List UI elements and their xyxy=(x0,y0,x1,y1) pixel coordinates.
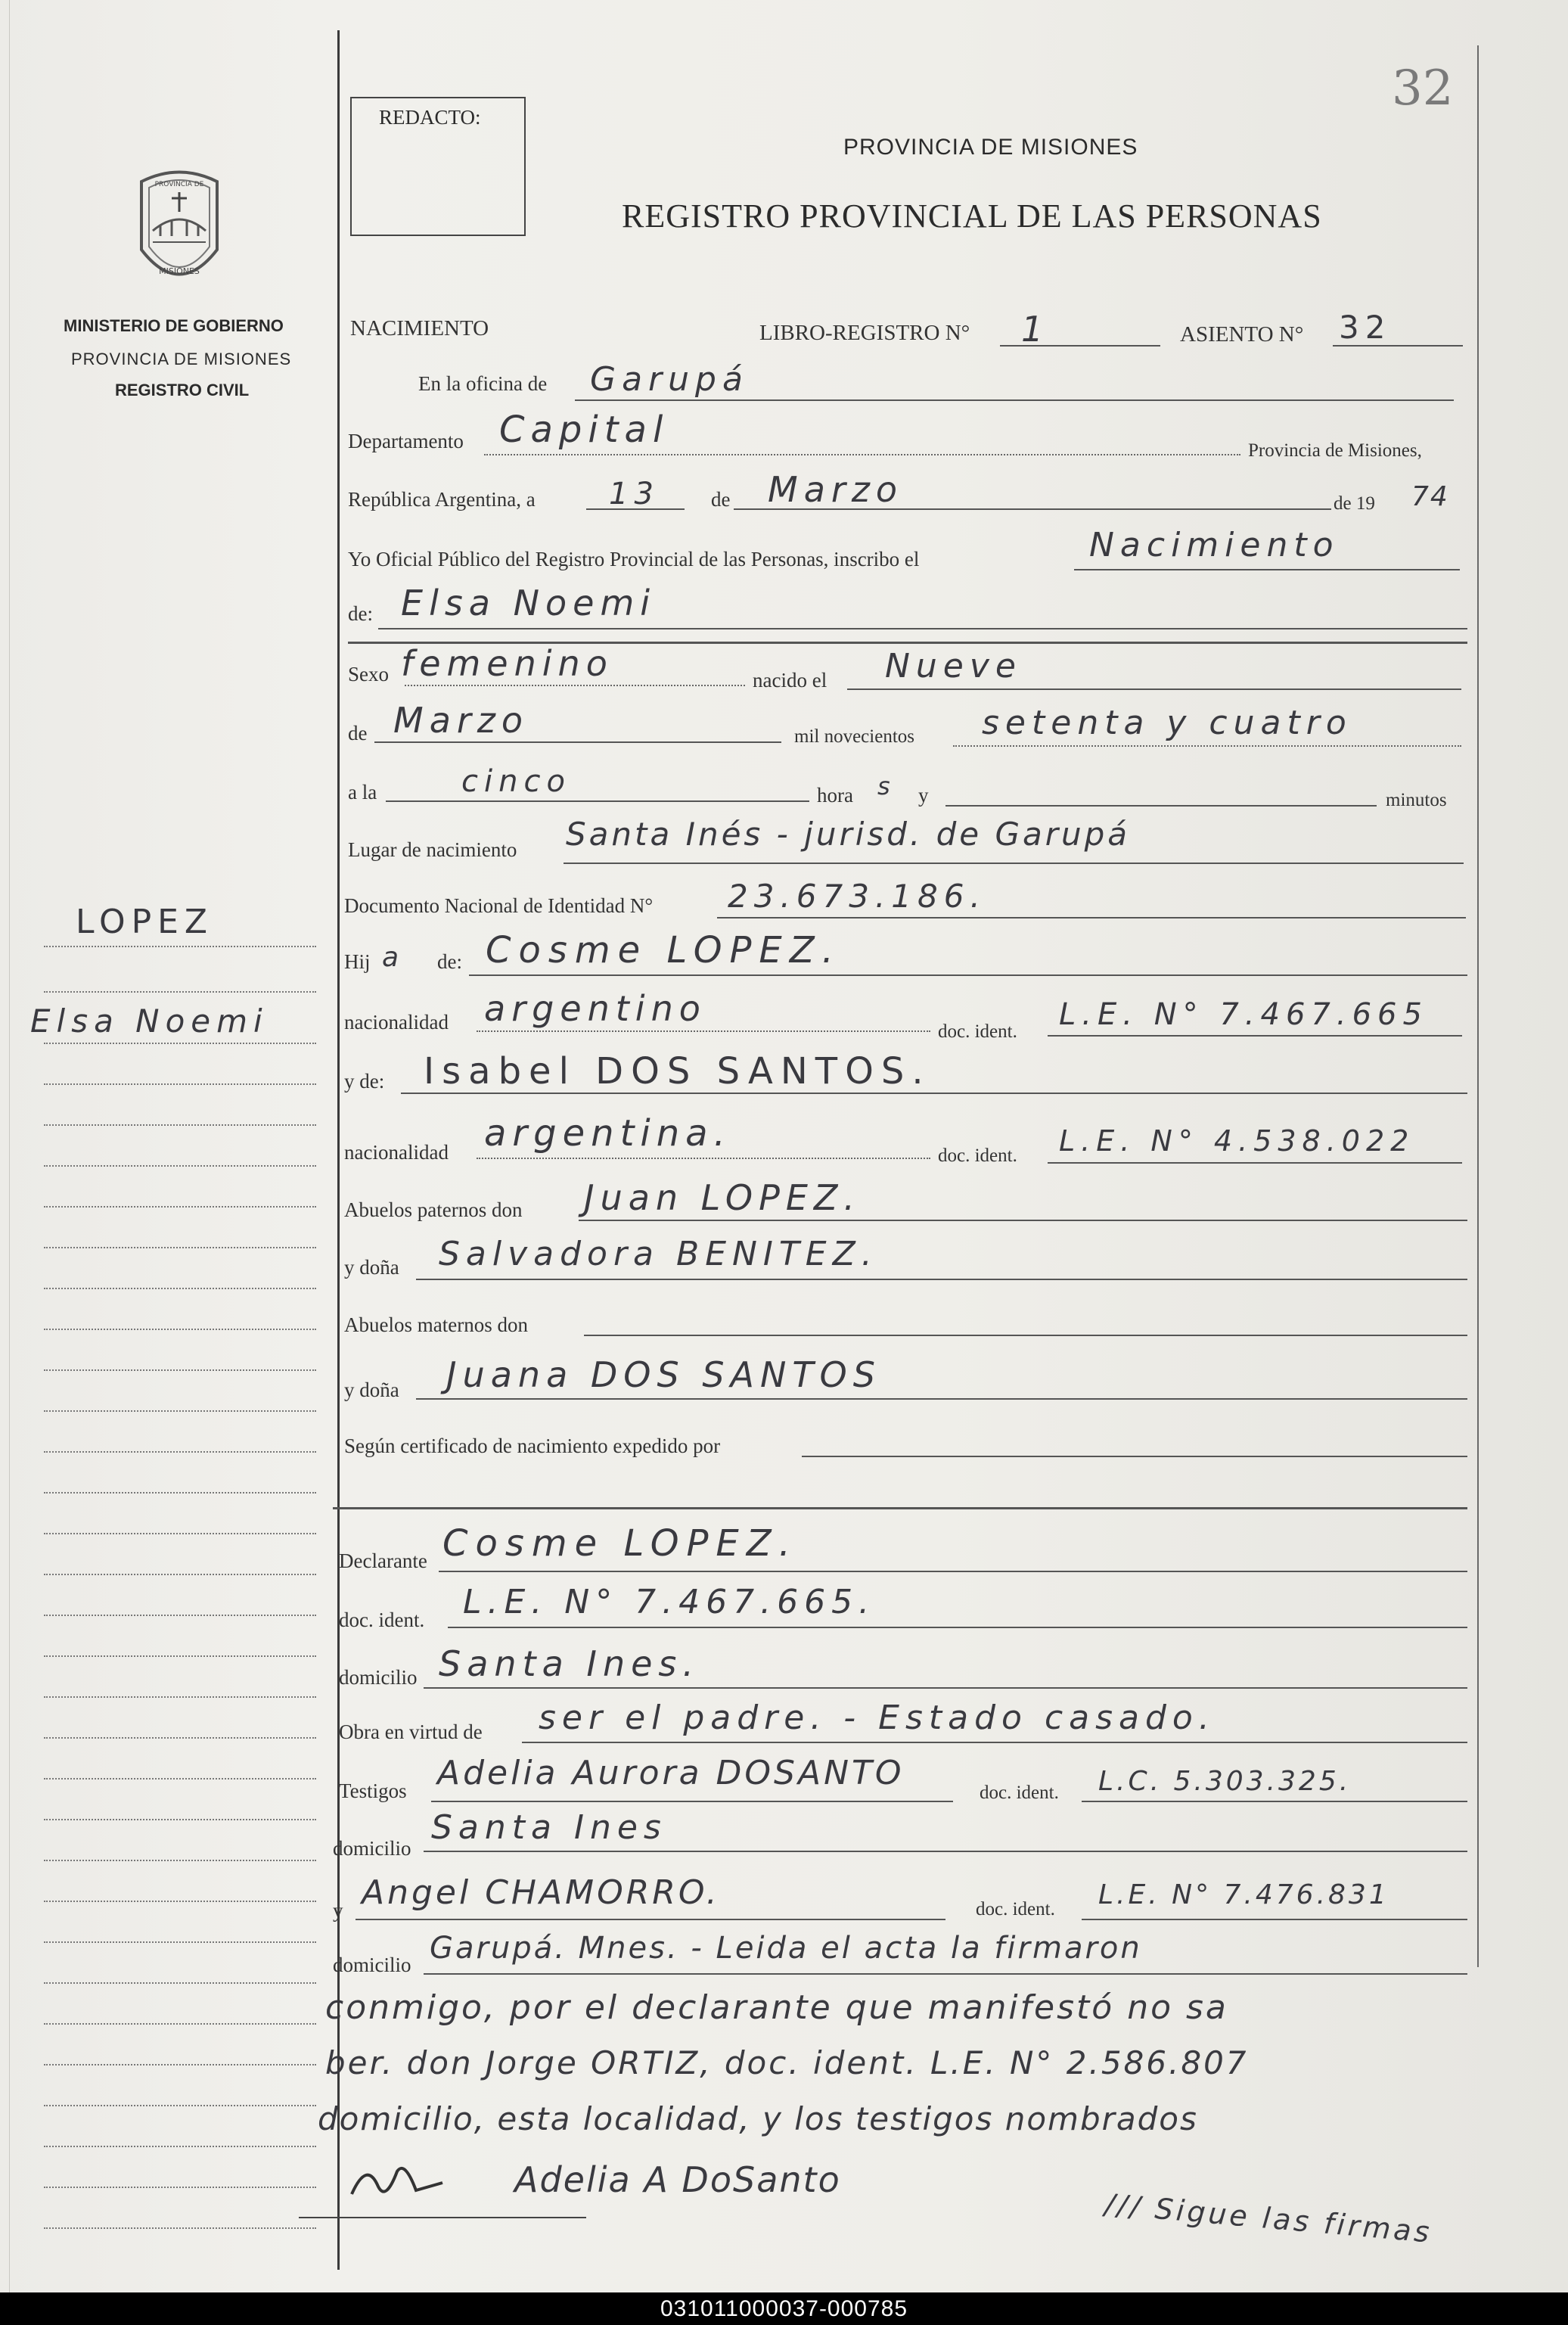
ala-label: a la xyxy=(348,781,377,803)
y2-label: y xyxy=(333,1899,343,1922)
hij-label-a: Hij xyxy=(344,950,371,973)
abuelos-mat-label: Abuelos maternos don xyxy=(344,1313,528,1336)
domicilio2-value: Santa Ines xyxy=(431,1808,667,1847)
declarante-label: Declarante xyxy=(339,1549,427,1572)
archive-id-footer: 031011000037-000785 xyxy=(0,2292,1568,2325)
oficial-label: Yo Oficial Público del Registro Provincial de las Personas, inscribo el xyxy=(348,548,920,570)
margin-rule xyxy=(337,30,340,2270)
ydona1-label: y doña xyxy=(344,1256,399,1279)
redacto-label: REDACTO: xyxy=(379,106,481,129)
ministry-line3: REGISTRO CIVIL xyxy=(115,381,250,399)
abuelos-pat-label: Abuelos paternos don xyxy=(344,1198,523,1221)
de-label: de xyxy=(711,488,731,511)
sidebar-surname: LOPEZ xyxy=(76,903,214,941)
doc1-label: doc. ident. xyxy=(938,1021,1017,1042)
handwritten-line-2: ber. don Jorge ORTIZ, doc. ident. L.E. N° 2.586.807 xyxy=(325,2044,1249,2081)
nacido-label: nacido el xyxy=(753,669,827,692)
docdecl-label: doc. ident. xyxy=(339,1609,425,1631)
abuelos-pat-value: Juan LOPEZ. xyxy=(584,1177,862,1218)
sidebar-given-names: Elsa Noemi xyxy=(30,1002,269,1040)
oficina-label: En la oficina de xyxy=(418,372,548,395)
witness-signature: Adelia A DoSanto xyxy=(514,2159,841,2200)
redacto-box xyxy=(350,97,526,236)
handwritten-line-3: domicilio, esta localidad, y los testigos nombrados xyxy=(318,2100,1198,2137)
nac2-label: nacionalidad xyxy=(344,1141,449,1164)
doc2-value: L.E. N° 4.538.022 xyxy=(1059,1124,1415,1158)
domicilio1-value: Santa Ines. xyxy=(439,1643,700,1684)
oficina-value: Garupá xyxy=(590,360,749,399)
mes-value: Marzo xyxy=(768,469,904,510)
right-rule xyxy=(1477,45,1479,1967)
mes2-value: Marzo xyxy=(393,700,529,741)
dia-value: 13 xyxy=(609,477,660,511)
hora-value: s xyxy=(877,772,896,800)
nac2-value: argentina. xyxy=(484,1112,731,1155)
madre-value: Isabel DOS SANTOS. xyxy=(424,1050,931,1093)
dni-value: 23.673.186. xyxy=(728,878,986,915)
registry-title: REGISTRO PROVINCIAL DE LAS PERSONAS xyxy=(622,197,1322,235)
hij-suffix: a xyxy=(382,942,405,973)
ministry-line1: MINISTERIO DE GOBIERNO xyxy=(64,316,284,335)
domicilio3-value: Garupá. Mnes. - Leida el acta la firmaron xyxy=(430,1931,1142,1966)
libro-value: 1 xyxy=(1021,309,1050,350)
lugar-label: Lugar de nacimiento xyxy=(348,838,517,861)
sexo-value: femenino xyxy=(401,643,613,684)
year-prefix: de 19 xyxy=(1334,493,1375,514)
sigue-firmas-note: /// Sigue las firmas xyxy=(1103,2187,1434,2249)
year-value: 74 xyxy=(1411,481,1449,512)
nacimiento-label: NACIMIENTO xyxy=(350,316,489,340)
seal-top-text: PROVINCIA DE xyxy=(154,181,204,188)
departamento-value: Capital xyxy=(499,409,669,451)
asiento-label: ASIENTO N° xyxy=(1180,322,1304,347)
testigo2-value: Angel CHAMORRO. xyxy=(362,1873,720,1912)
republica-label: República Argentina, a xyxy=(348,488,536,511)
mil-value: setenta y cuatro xyxy=(982,704,1352,742)
doc2-label: doc. ident. xyxy=(938,1145,1017,1166)
asiento-value: 32 xyxy=(1339,309,1392,346)
padre-value: Cosme LOPEZ. xyxy=(486,929,841,971)
hora-label: hora xyxy=(817,784,853,807)
nac1-value: argentino xyxy=(484,988,706,1029)
oficial-value: Nacimiento xyxy=(1089,526,1340,564)
binding-edge xyxy=(9,0,10,2292)
hij-label-b: de: xyxy=(437,950,462,973)
sexo-label: Sexo xyxy=(348,663,389,685)
domicilio1-label: domicilio xyxy=(339,1666,418,1689)
segun-label: Según certificado de nacimiento expedido por xyxy=(344,1434,721,1457)
seal-icon xyxy=(130,166,228,295)
doctest2-label: doc. ident. xyxy=(976,1899,1055,1919)
libro-label: LIBRO-REGISTRO N° xyxy=(759,321,970,345)
obra-value: ser el padre. - Estado casado. xyxy=(539,1699,1216,1737)
testigos-label: Testigos xyxy=(339,1779,407,1802)
seal-bottom-text: MISIONES xyxy=(159,266,200,276)
departamento-label: Departamento xyxy=(348,430,464,452)
obra-label: Obra en virtud de xyxy=(339,1720,483,1743)
nacido-value: Nueve xyxy=(885,647,1022,685)
dni-label: Documento Nacional de Identidad N° xyxy=(344,894,654,917)
declarante-value: Cosme LOPEZ. xyxy=(442,1522,798,1565)
doctest2-value: L.E. N° 7.476.831 xyxy=(1098,1879,1389,1910)
ydona2-label: y doña xyxy=(344,1379,399,1401)
docdecl-value: L.E. N° 7.467.665. xyxy=(463,1583,876,1621)
doc1-value: L.E. N° 7.467.665 xyxy=(1059,997,1428,1032)
y-label: y xyxy=(918,784,929,807)
ydona2-value: Juana DOS SANTOS xyxy=(446,1354,881,1395)
de2-label: de xyxy=(348,722,368,744)
minutos-label: minutos xyxy=(1386,790,1447,810)
lugar-value: Santa Inés - jurisd. de Garupá xyxy=(566,816,1131,853)
official-signature xyxy=(344,2156,458,2209)
mil-label: mil novecientos xyxy=(794,726,914,747)
domicilio3-label: domicilio xyxy=(333,1954,411,1976)
yde-label: y de: xyxy=(344,1070,385,1093)
doctest-value: L.C. 5.303.325. xyxy=(1098,1766,1352,1797)
de-nombre-label: de: xyxy=(348,602,373,625)
domicilio2-label: domicilio xyxy=(333,1837,411,1860)
doctest-label: doc. ident. xyxy=(980,1783,1059,1803)
province-header: PROVINCIA DE MISIONES xyxy=(843,135,1138,160)
ministry-line2: PROVINCIA DE MISIONES xyxy=(71,350,292,368)
ala-value: cinco xyxy=(461,764,571,799)
de-nombre-value: Elsa Noemi xyxy=(401,583,657,623)
provincia-suffix: Provincia de Misiones, xyxy=(1248,440,1422,461)
handwritten-line-1: conmigo, por el declarante que manifestó no sa xyxy=(325,1988,1228,2027)
testigos-value: Adelia Aurora DOSANTO xyxy=(437,1754,905,1792)
page-number: 32 xyxy=(1392,61,1454,117)
ydona1-value: Salvadora BENITEZ. xyxy=(439,1235,878,1273)
seal-emblem xyxy=(130,166,228,295)
nac1-label: nacionalidad xyxy=(344,1011,449,1034)
